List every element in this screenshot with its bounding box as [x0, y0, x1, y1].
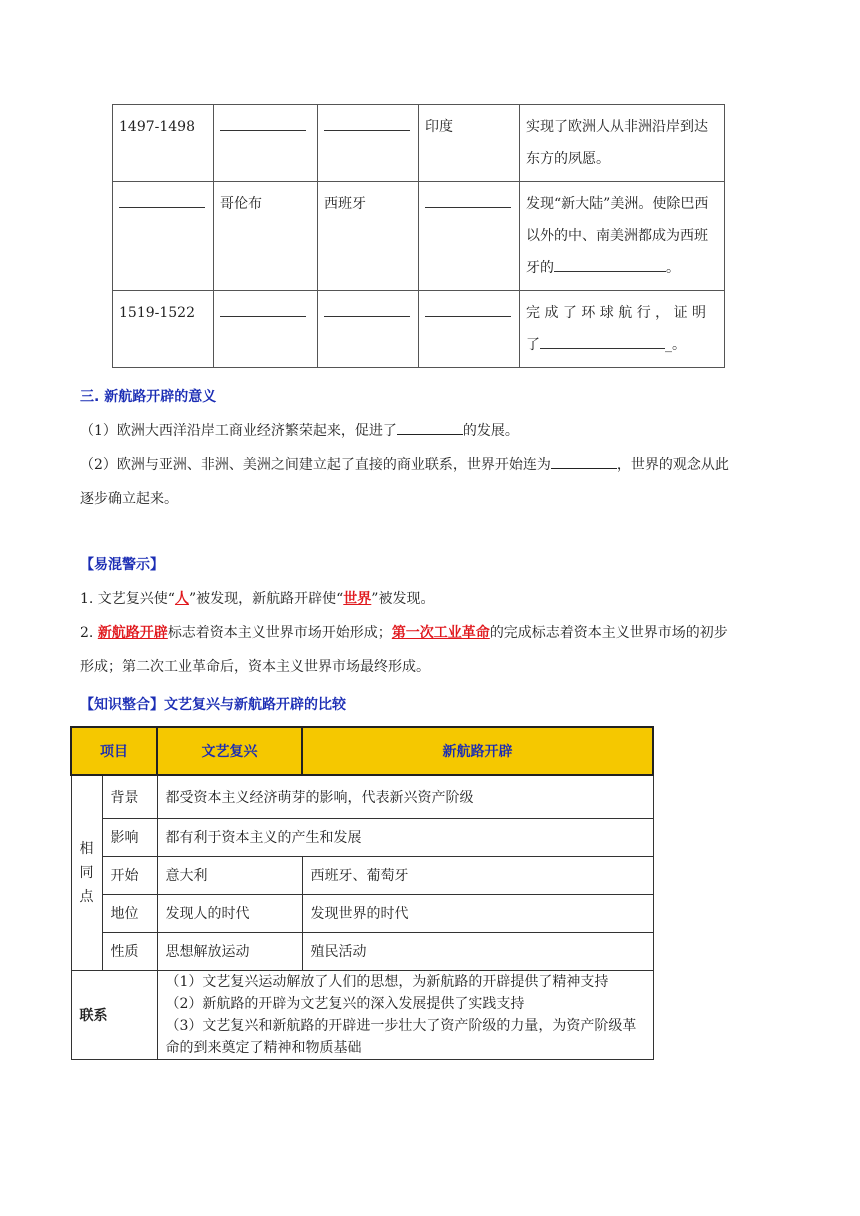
result-text-end: _。	[665, 337, 686, 353]
result-cell: 实现了欧洲人从非洲沿岸到达东方的夙愿。	[520, 105, 725, 182]
row-value-renaissance: 意大利	[157, 856, 302, 894]
text: 逐步确立起来。	[80, 491, 178, 507]
text: 的发展。	[462, 423, 519, 439]
result-cell	[520, 182, 725, 291]
header-renaissance: 文艺复兴	[157, 727, 302, 775]
highlight-text: 人	[174, 591, 189, 607]
fill-blank[interactable]	[540, 330, 665, 349]
blank-cell	[113, 182, 214, 291]
row-value-new-route: 殖民活动	[302, 932, 653, 970]
table-row	[113, 291, 725, 368]
blank-cell	[318, 105, 419, 182]
fill-blank[interactable]	[425, 189, 511, 208]
highlight-text: 新航路开辟	[97, 625, 168, 641]
link-item: （3）文艺复兴和新航路的开辟进一步壮大了资产阶级的力量，为资产阶级革命的到来奠定了精神和物质基础	[165, 1017, 637, 1056]
blank-cell	[318, 291, 419, 368]
row-key: 地位	[102, 894, 157, 932]
link-label: 联系	[71, 970, 157, 1059]
fill-blank[interactable]	[324, 298, 410, 317]
row-value-new-route: 西班牙、葡萄牙	[302, 856, 653, 894]
row-key: 背景	[102, 775, 157, 818]
paragraph-1	[80, 414, 519, 448]
highlight-text: 世界	[343, 591, 372, 607]
text: 标志着资本主义世界市场开始形成；	[167, 625, 392, 641]
highlight-text: 第一次工业革命	[391, 625, 490, 641]
table-row	[113, 105, 725, 182]
result-cell	[520, 291, 725, 368]
result-text: 完 成 了 环 球 航 行 ， 证 明了	[526, 305, 707, 353]
navigator-cell: 哥伦布	[214, 182, 318, 291]
fill-blank[interactable]	[220, 112, 306, 131]
fill-blank[interactable]	[554, 253, 666, 272]
text: 形成；第二次工业革命后，资本主义世界市场最终形成。	[80, 659, 430, 675]
warning-title: 【易混警示】	[80, 557, 164, 573]
result-text: 发现“新大陆”美洲。使除巴西以外的中、南美洲都成为西班牙的	[526, 196, 709, 276]
fill-blank[interactable]	[119, 189, 205, 208]
same-points-label	[71, 775, 102, 970]
text: ”被发现。	[371, 591, 435, 607]
fill-blank[interactable]	[425, 298, 511, 317]
row-key: 性质	[102, 932, 157, 970]
link-item: （2）新航路的开辟为文艺复兴的深入发展提供了实践支持	[165, 995, 525, 1012]
text: （2）欧洲与亚洲、非洲、美洲之间建立起了直接的商业联系，世界开始连为	[80, 457, 551, 473]
fill-blank[interactable]	[324, 112, 410, 131]
header-new-route: 新航路开辟	[302, 727, 653, 775]
row-value-new-route: 发现世界的时代	[302, 894, 653, 932]
route-table	[112, 104, 725, 368]
row-value-renaissance: 发现人的时代	[157, 894, 302, 932]
fill-blank[interactable]	[551, 452, 617, 469]
text: 1. 文艺复兴使“	[80, 591, 175, 607]
comparison-table	[70, 726, 654, 1060]
text: （1）欧洲大西洋沿岸工商业经济繁荣起来，促进了	[80, 423, 397, 439]
year-cell: 1519-1522	[113, 291, 214, 368]
table-row	[71, 818, 653, 856]
table-row	[71, 932, 653, 970]
table-row	[71, 775, 653, 818]
header-item: 项目	[71, 727, 157, 775]
text: 2.	[80, 625, 98, 641]
row-value: 都有利于资本主义的产生和发展	[157, 818, 653, 856]
link-content	[157, 970, 653, 1059]
fill-blank[interactable]	[397, 418, 463, 435]
blank-cell	[419, 182, 520, 291]
warning-line-2	[80, 616, 790, 684]
blank-cell	[419, 291, 520, 368]
integration-title: 【知识整合】文艺复兴与新航路开辟的比较	[80, 697, 346, 713]
table-row	[71, 894, 653, 932]
row-value-renaissance: 思想解放运动	[157, 932, 302, 970]
row-key: 开始	[102, 856, 157, 894]
text: ”被发现，新航路开辟使“	[188, 591, 344, 607]
text: 相同点	[79, 840, 94, 905]
text: ，世界的观念从此	[616, 457, 729, 473]
fill-blank[interactable]	[220, 298, 306, 317]
table-row	[71, 970, 653, 1059]
blank-cell	[214, 105, 318, 182]
section-title: 三. 新航路开辟的意义	[80, 389, 217, 405]
row-value: 都受资本主义经济萌芽的影响，代表新兴资产阶级	[157, 775, 653, 818]
warning-line-1	[80, 582, 434, 616]
text: 的完成标志着资本主义世界市场的初步	[489, 625, 728, 641]
link-item: （1）文艺复兴运动解放了人们的思想，为新航路的开辟提供了精神支持	[165, 973, 609, 990]
destination-cell: 印度	[419, 105, 520, 182]
table-row	[113, 182, 725, 291]
year-cell: 1497-1498	[113, 105, 214, 182]
result-text-end: 。	[666, 260, 680, 276]
blank-cell	[214, 291, 318, 368]
paragraph-2	[80, 448, 780, 516]
row-key: 影响	[102, 818, 157, 856]
table-header	[71, 727, 653, 775]
country-cell: 西班牙	[318, 182, 419, 291]
table-row	[71, 856, 653, 894]
